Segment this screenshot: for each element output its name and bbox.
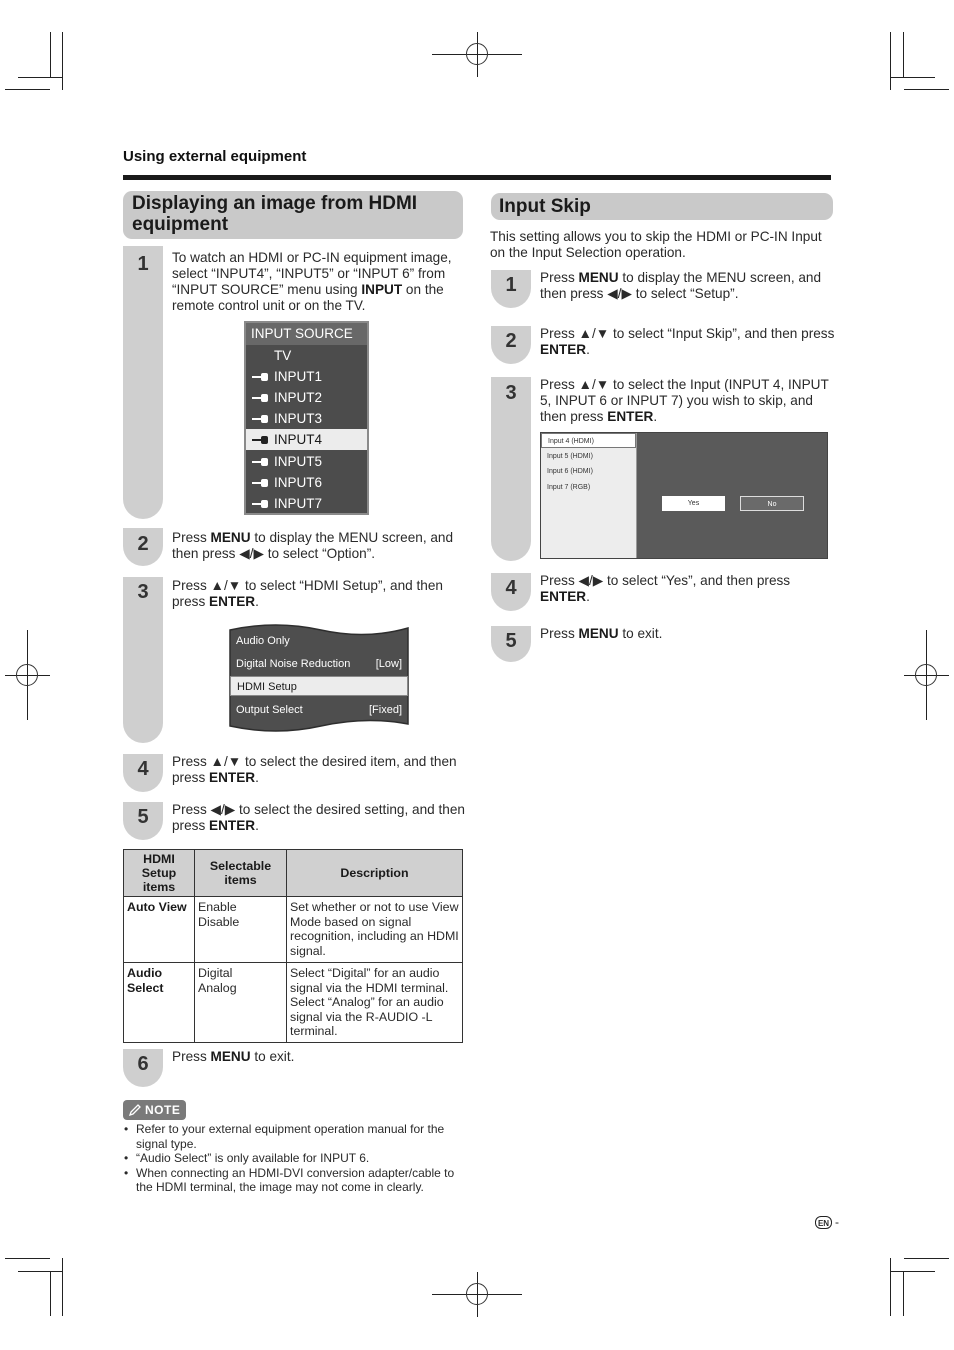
skip-item-input6[interactable]: Input 6 (HDMI): [547, 468, 593, 475]
skip-item-input7[interactable]: Input 7 (RGB): [547, 484, 591, 491]
step-number-3: 3: [137, 581, 149, 603]
plug-icon: [252, 394, 268, 402]
input-skip-list: [541, 433, 637, 558]
table-header-selectable-items: Selectable items: [195, 850, 287, 897]
skip-item-input4[interactable]: Input 4 (HDMI): [541, 433, 636, 448]
hdmi-setup-table: [123, 849, 463, 1043]
option-hdmi-setup[interactable]: HDMI Setup: [230, 676, 408, 696]
table-row: Auto View Enable Disable Set whether or not to use View Mode based on signal recognition, including an HDMI signal.: [124, 897, 463, 963]
right-section-title: Input Skip: [491, 193, 833, 220]
plug-icon: [252, 458, 268, 466]
right-step-3-text: Press ▲/▼ to select the Input (INPUT 4, INPUT 5, INPUT 6 or INPUT 7) you wish to skip, and then press ENTER.: [540, 377, 829, 424]
right-step-number-3: 3: [505, 382, 517, 404]
step-3-text: Press ▲/▼ to select “HDMI Setup”, and then press ENTER.: [172, 578, 443, 609]
language-badge: EN: [815, 1216, 832, 1229]
note-list: [123, 1122, 468, 1195]
step-number-2: 2: [137, 533, 149, 555]
skip-item-input5[interactable]: Input 5 (HDMI): [547, 453, 593, 460]
right-step-number-2: 2: [505, 330, 517, 352]
option-output-select[interactable]: Output Select [Fixed]: [236, 704, 402, 716]
input-source-item-input5[interactable]: INPUT5: [246, 451, 367, 472]
top-rule: [123, 175, 831, 180]
right-step-1-text: Press MENU to display the MENU screen, and then press ◀/▶ to select “Setup”.: [540, 270, 822, 301]
input-source-item-input1[interactable]: INPUT1: [246, 366, 367, 387]
table-header-description: Description: [287, 850, 463, 897]
step-6-text: Press MENU to exit.: [172, 1049, 295, 1064]
input-skip-intro: This setting allows you to skip the HDMI or PC-IN Input on the Input Selection operation.: [490, 229, 822, 260]
plug-icon: [252, 500, 268, 508]
table-row: Audio Select Digital Analog Select “Digital” for an audio signal via the HDMI terminal. Select “Analog” for an audio signal via the R-AUDIO -L terminal.: [124, 963, 463, 1043]
input-source-menu: [244, 321, 369, 515]
option-digital-noise-reduction[interactable]: Digital Noise Reduction [Low]: [236, 658, 402, 670]
input-source-item-input7[interactable]: INPUT7: [246, 493, 367, 514]
list-item: • “Audio Select” is only available for INPUT 6.: [123, 1151, 468, 1166]
yes-button[interactable]: Yes: [662, 496, 725, 511]
right-step-number-5: 5: [505, 630, 517, 652]
right-step-2-text: Press ▲/▼ to select “Input Skip”, and then press ENTER.: [540, 326, 835, 357]
step-number-1: 1: [137, 253, 149, 275]
input-source-item-input4[interactable]: INPUT4: [246, 429, 367, 450]
left-section-title: Displaying an image from HDMI equipment: [123, 191, 463, 239]
no-button[interactable]: No: [740, 496, 804, 511]
step-number-5: 5: [137, 806, 149, 828]
input-source-menu-title: INPUT SOURCE: [246, 323, 367, 345]
table-header-setup-items: HDMI Setup items: [124, 850, 195, 897]
plug-icon: [252, 373, 268, 381]
step-1-text: To watch an HDMI or PC-IN equipment image, select “INPUT4”, “INPUT5” or “INPUT 6” from “INPUT SOURCE” menu using INPUT on the remote control unit or on the TV.: [172, 250, 452, 313]
plug-icon: [252, 415, 268, 423]
pencil-icon: [128, 1103, 142, 1117]
right-step-5-text: Press MENU to exit.: [540, 626, 663, 641]
step-2-text: Press MENU to display the MENU screen, and then press ◀/▶ to select “Option”.: [172, 530, 454, 561]
hdmi-option-menu: [226, 620, 412, 738]
plug-icon: [252, 436, 268, 444]
step-4-text: Press ▲/▼ to select the desired item, and then press ENTER.: [172, 754, 457, 785]
input-source-item-tv[interactable]: TV: [274, 348, 292, 363]
right-step-number-4: 4: [505, 577, 517, 599]
right-step-number-1: 1: [505, 274, 517, 296]
section-label: Using external equipment: [123, 148, 307, 165]
list-item: • Refer to your external equipment operation manual for the signal type.: [123, 1122, 468, 1151]
input-source-item-input3[interactable]: INPUT3: [246, 408, 367, 429]
step-number-4: 4: [137, 758, 149, 780]
option-audio-only[interactable]: Audio Only: [236, 635, 290, 647]
list-item: • When connecting an HDMI-DVI conversion adapter/cable to the HDMI terminal, the image may not come in clearly.: [123, 1166, 468, 1195]
note-badge: NOTE: [123, 1100, 186, 1120]
step-number-6: 6: [137, 1053, 149, 1075]
plug-icon: [252, 479, 268, 487]
page-number-dash: -: [835, 1215, 839, 1229]
step-5-text: Press ◀/▶ to select the desired setting, and then press ENTER.: [172, 802, 465, 833]
input-source-item-input6[interactable]: INPUT6: [246, 472, 367, 493]
input-skip-screen: [540, 432, 828, 559]
step-bar-1: [123, 246, 163, 519]
input-source-item-input2[interactable]: INPUT2: [246, 387, 367, 408]
right-step-4-text: Press ◀/▶ to select “Yes”, and then press ENTER.: [540, 573, 791, 604]
